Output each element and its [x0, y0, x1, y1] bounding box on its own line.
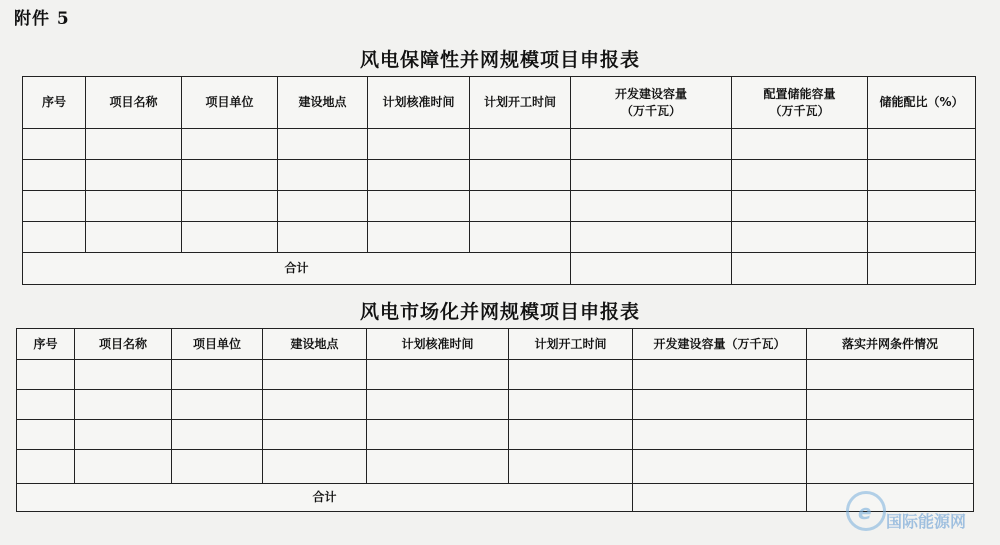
table-row	[23, 160, 976, 191]
table2-market-grid	[16, 328, 974, 512]
table-cell	[367, 360, 509, 390]
table-cell	[17, 390, 75, 420]
table-cell	[17, 420, 75, 450]
table-row	[17, 450, 974, 484]
table1-header-seq: 序号	[23, 77, 86, 129]
watermark-logo	[840, 491, 990, 537]
table2-header-location: 建设地点	[263, 329, 367, 360]
table1-header-name: 项目名称	[86, 77, 182, 129]
table-cell	[571, 191, 732, 222]
table-cell	[23, 160, 86, 191]
table2-total-row	[17, 484, 974, 512]
table1-header-row	[23, 77, 976, 129]
table2-header-name: 项目名称	[75, 329, 172, 360]
watermark-letter: e	[858, 500, 872, 524]
table-cell	[278, 191, 368, 222]
table-cell	[633, 360, 807, 390]
table1-header-storage	[732, 77, 868, 129]
table1-header-ratio: 储能配比（%）	[868, 77, 976, 129]
table-cell	[86, 160, 182, 191]
table2-header-dev-capacity: 开发建设容量（万千瓦）	[633, 329, 807, 360]
table2-header-start: 计划开工时间	[509, 329, 633, 360]
table-cell	[633, 484, 807, 512]
table1-total-label: 合计	[23, 253, 571, 285]
table-cell	[368, 191, 470, 222]
table-row	[17, 360, 974, 390]
table-cell	[367, 420, 509, 450]
table1-header-approval: 计划核准时间	[368, 77, 470, 129]
table-cell	[23, 129, 86, 160]
table-cell	[75, 360, 172, 390]
table-cell	[571, 253, 732, 285]
table-cell	[807, 450, 974, 484]
table2-header-unit: 项目单位	[172, 329, 263, 360]
table2-header-row	[17, 329, 974, 360]
table-cell	[75, 390, 172, 420]
table-cell	[172, 390, 263, 420]
table-cell	[17, 450, 75, 484]
table-cell	[367, 390, 509, 420]
table1-total-row	[23, 253, 976, 285]
table-cell	[23, 191, 86, 222]
table-cell	[807, 360, 974, 390]
table1-header-storage-line1: 配置储能容量	[763, 87, 836, 102]
table2-total-label: 合计	[17, 484, 633, 512]
table1-header-dev-capacity-line2: （万千瓦）	[620, 103, 681, 118]
table2-title: 风电市场化并网规模项目申报表	[359, 301, 640, 323]
table-cell	[868, 222, 976, 253]
table-cell	[470, 222, 571, 253]
table-cell	[172, 420, 263, 450]
table-cell	[182, 160, 278, 191]
table-cell	[470, 191, 571, 222]
table-cell	[172, 450, 263, 484]
table-row	[17, 390, 974, 420]
table-cell	[509, 390, 633, 420]
table1-header-dev-capacity-line1: 开发建设容量	[614, 87, 687, 102]
table-cell	[182, 222, 278, 253]
table-row	[23, 222, 976, 253]
table1-guaranteed-grid	[22, 76, 976, 285]
table-cell	[86, 191, 182, 222]
table1-header-dev-capacity	[571, 77, 732, 129]
table-row	[17, 420, 974, 450]
table1-header-unit: 项目单位	[182, 77, 278, 129]
table1-header-location: 建设地点	[278, 77, 368, 129]
table-cell	[868, 160, 976, 191]
attachment-label: 附件 5	[14, 9, 70, 29]
table-cell	[86, 222, 182, 253]
table-cell	[278, 129, 368, 160]
table-cell	[172, 360, 263, 390]
table-cell	[263, 390, 367, 420]
table-cell	[368, 222, 470, 253]
table2-header-grid-conditions: 落实并网条件情况	[807, 329, 974, 360]
table-row	[23, 129, 976, 160]
table-cell	[278, 222, 368, 253]
table-cell	[470, 160, 571, 191]
table-cell	[182, 129, 278, 160]
table-cell	[571, 160, 732, 191]
table-cell	[263, 420, 367, 450]
table-cell	[732, 191, 868, 222]
table-cell	[571, 222, 732, 253]
table-cell	[509, 450, 633, 484]
table1-header-start: 计划开工时间	[470, 77, 571, 129]
table-cell	[17, 360, 75, 390]
table-cell	[868, 191, 976, 222]
table-cell	[633, 420, 807, 450]
table-cell	[75, 420, 172, 450]
table-cell	[732, 129, 868, 160]
table-cell	[868, 129, 976, 160]
table-cell	[807, 390, 974, 420]
table-cell	[263, 450, 367, 484]
table-cell	[182, 191, 278, 222]
table-cell	[367, 450, 509, 484]
table-cell	[368, 160, 470, 191]
watermark-text: 国际能源网	[886, 512, 967, 531]
table-cell	[368, 129, 470, 160]
table-cell	[278, 160, 368, 191]
table-cell	[263, 360, 367, 390]
table2-header-seq: 序号	[17, 329, 75, 360]
table-cell	[732, 222, 868, 253]
table-cell	[633, 390, 807, 420]
table-row	[23, 191, 976, 222]
table-cell	[509, 360, 633, 390]
table-cell	[868, 253, 976, 285]
table1-title: 风电保障性并网规模项目申报表	[359, 49, 640, 71]
table-cell	[732, 160, 868, 191]
table-cell	[470, 129, 571, 160]
table-cell	[807, 420, 974, 450]
table-cell	[571, 129, 732, 160]
table-cell	[633, 450, 807, 484]
table-cell	[75, 450, 172, 484]
table-cell	[732, 253, 868, 285]
table-cell	[86, 129, 182, 160]
table-cell	[509, 420, 633, 450]
table2-header-approval: 计划核准时间	[367, 329, 509, 360]
table1-header-storage-line2: （万千瓦）	[769, 103, 830, 118]
table-cell	[23, 222, 86, 253]
